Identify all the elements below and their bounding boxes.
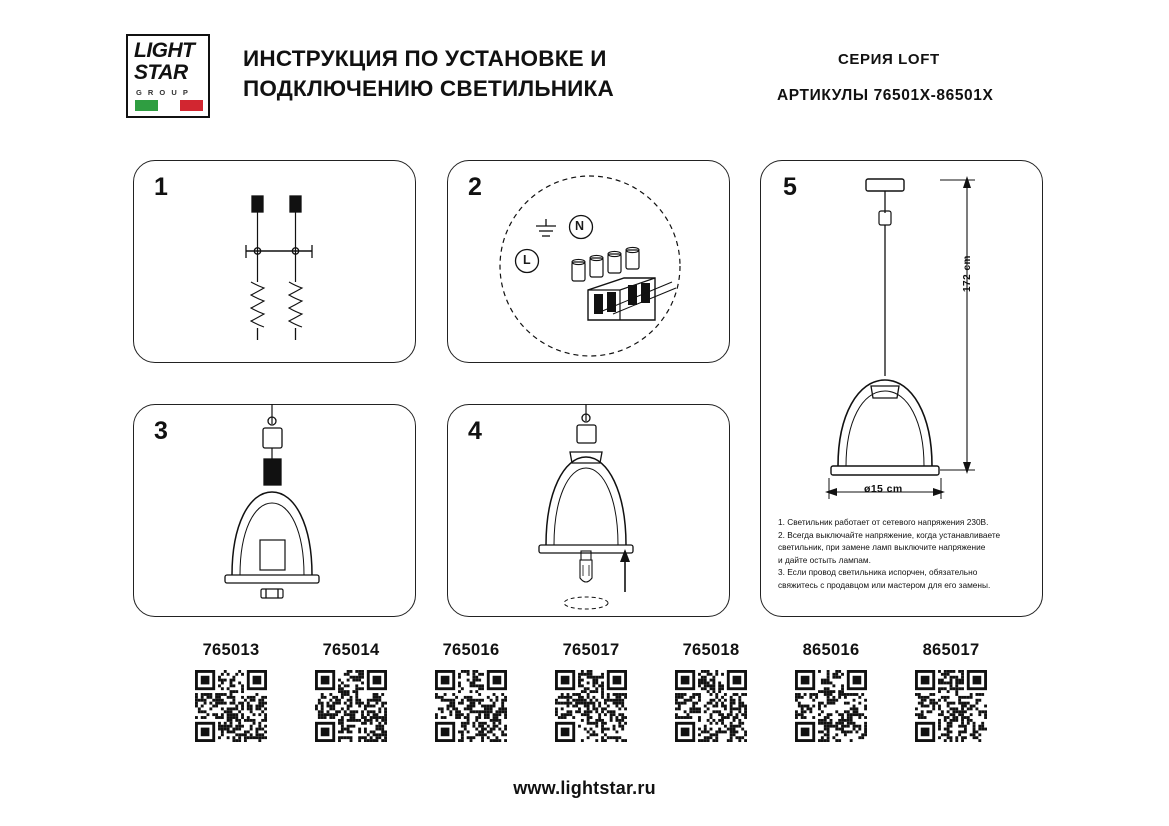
step-panel-2 <box>447 160 730 363</box>
step-panel-4 <box>447 404 730 617</box>
code-column-765016 <box>423 641 519 742</box>
height-dimension-label: 172 cm <box>962 255 973 292</box>
qr-code <box>795 670 867 742</box>
code-label: 765014 <box>322 641 380 659</box>
page-title: ИНСТРУКЦИЯ ПО УСТАНОВКЕ И ПОДКЛЮЧЕНИЮ СВЕТИЛЬНИКА <box>243 46 614 101</box>
step-panel-3 <box>133 404 416 617</box>
qr-code <box>435 670 507 742</box>
logo-line-3: G R O U P <box>136 88 190 97</box>
code-column-765018 <box>663 641 759 742</box>
qr-code <box>555 670 627 742</box>
note-line-1: 1. Светильник работает от сетевого напряжения 230В. <box>778 517 989 527</box>
note-line-5: 3. Если провод светильника испорчен, обязательно <box>778 567 978 578</box>
code-label: 765017 <box>562 641 620 659</box>
logo-line-2: STAR <box>134 61 188 84</box>
qr-code <box>195 670 267 742</box>
code-column-765017 <box>543 641 639 742</box>
safety-notes <box>778 516 1028 592</box>
step-panel-1 <box>133 160 416 363</box>
code-column-865016 <box>783 641 879 742</box>
step-number-3: 3 <box>154 417 168 445</box>
note-line-4: и дайте остыть лампам. <box>778 554 871 565</box>
note-line-2: 2. Всегда выключайте напряжение, когда устанавливаете <box>778 529 1001 540</box>
code-column-765014 <box>303 641 399 742</box>
step-number-5: 5 <box>783 173 797 201</box>
qr-code <box>675 670 747 742</box>
note-line-6: свяжитесь с продавцом или мастером для его замены. <box>778 580 991 591</box>
step-number-2: 2 <box>468 173 482 201</box>
code-label: 865017 <box>922 641 980 659</box>
code-label: 765018 <box>682 641 740 659</box>
diameter-dimension-label: ø15 cm <box>864 483 903 495</box>
qr-code <box>915 670 987 742</box>
articles-label: АРТИКУЛЫ 76501X-86501X <box>777 87 994 104</box>
logo <box>126 34 210 118</box>
terminal-label-line: L <box>523 253 531 267</box>
code-column-865017 <box>903 641 999 742</box>
logo-line-1: LIGHT <box>134 39 195 62</box>
qr-code <box>315 670 387 742</box>
flag-icon <box>135 100 203 111</box>
terminal-label-neutral: N <box>575 219 585 233</box>
footer-url: www.lightstar.ru <box>513 778 656 798</box>
code-label: 865016 <box>802 641 860 659</box>
step-number-4: 4 <box>468 417 482 445</box>
note-line-3: светильник, при замене ламп выключите напряжение <box>778 542 986 553</box>
code-label: 765016 <box>442 641 500 659</box>
step-number-1: 1 <box>154 173 168 201</box>
code-label: 765013 <box>202 641 260 659</box>
series-label: СЕРИЯ LOFT <box>838 51 940 68</box>
code-column-765013 <box>183 641 279 742</box>
